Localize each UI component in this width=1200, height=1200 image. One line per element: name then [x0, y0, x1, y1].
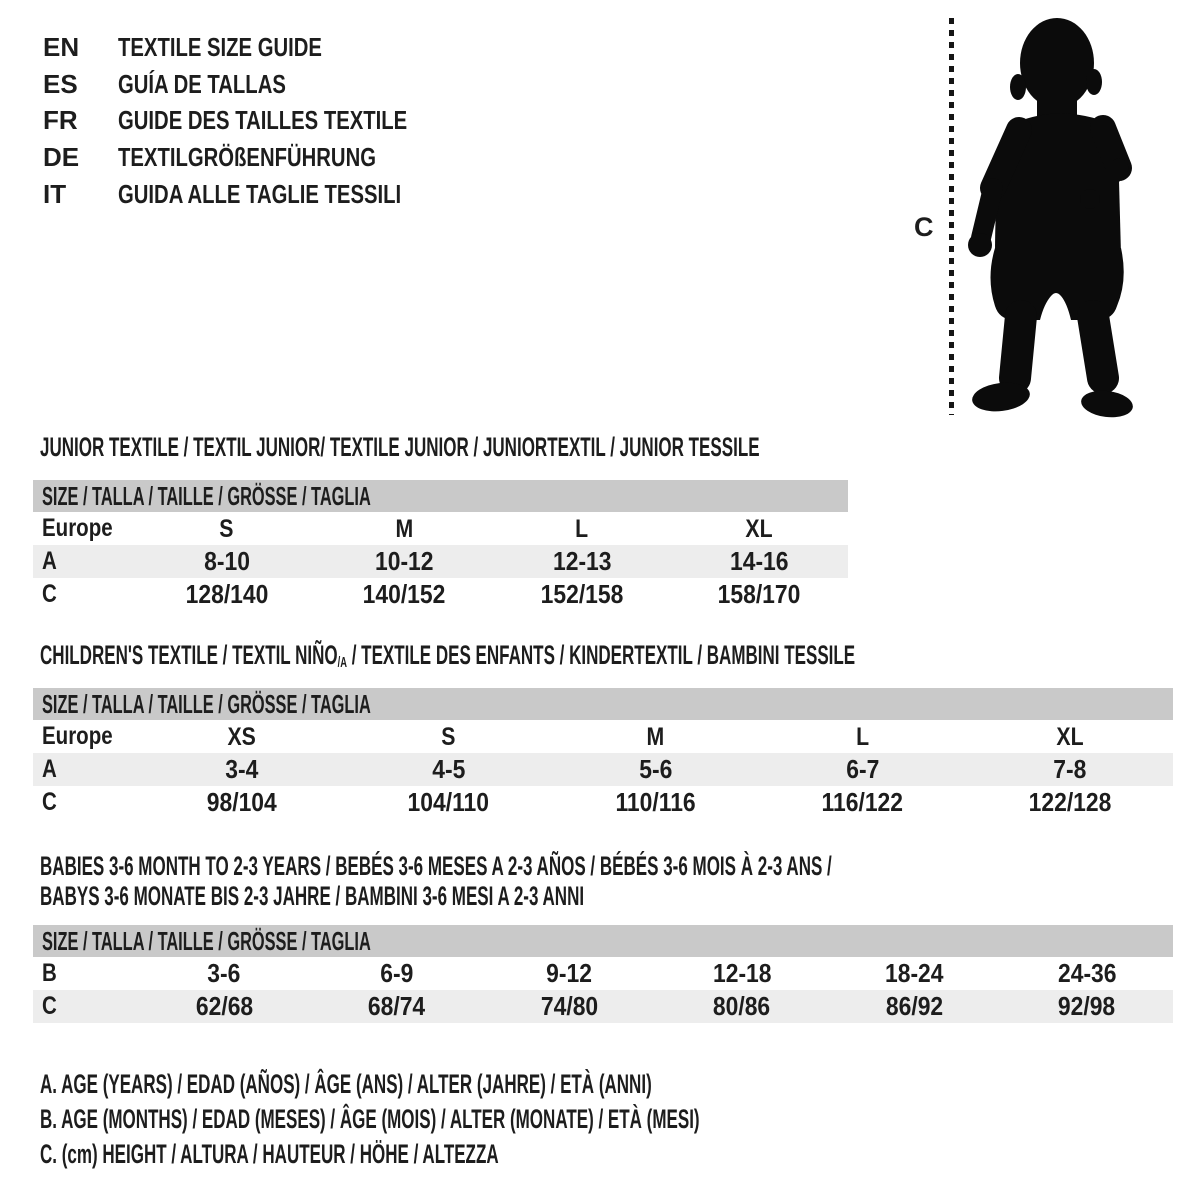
table-cell: 80/86 [713, 991, 771, 1021]
lang-row-fr [43, 102, 489, 139]
height-measure-label: C [914, 212, 934, 242]
size-header-bar: SIZE / TALLA / TAILLE / GRÖSSE / TAGLIA [33, 480, 848, 512]
table-row-height [33, 578, 848, 611]
table-cell: 92/98 [1058, 991, 1116, 1021]
size-columns-row [33, 512, 848, 545]
legend [40, 1068, 1087, 1171]
lang-row-it [43, 176, 489, 213]
table-row-age [33, 753, 1173, 786]
table-cell: 10-12 [374, 546, 434, 576]
table-cell: 12-18 [712, 958, 772, 988]
size-header-bar: SIZE / TALLA / TAILLE / GRÖSSE / TAGLIA [33, 688, 1173, 720]
lang-code: EN [43, 31, 80, 62]
size-columns-row [33, 720, 1173, 753]
legend-line-b: B. AGE (MONTHS) / EDAD (MESES) / ÂGE (MOIS) / ALTER (MONATE) / ETÀ (MESI) [40, 1104, 700, 1134]
table-row-height [33, 786, 1173, 819]
column-header: L [575, 515, 589, 543]
table-cell: 68/74 [368, 991, 426, 1021]
table-cell: 12-13 [552, 546, 612, 576]
column-header: L [856, 723, 869, 751]
lang-title: GUÍA DE TALLAS [118, 68, 286, 99]
lang-title: TEXTILE SIZE GUIDE [118, 31, 322, 62]
table-cell: 3-6 [207, 958, 241, 988]
table-cell: 24-36 [1057, 958, 1117, 988]
table-cell: 5-6 [638, 754, 673, 784]
table-cell: 3-4 [224, 754, 259, 784]
table-cell: 6-9 [380, 958, 414, 988]
lang-code: IT [43, 178, 67, 209]
table-cell: 8-10 [203, 546, 250, 576]
section-title-children: CHILDREN'S TEXTILE / TEXTIL NIÑO/A / TEXTILE DES ENFANTS / KINDERTEXTIL / BAMBINI TESSILE [40, 640, 856, 671]
section-title-junior: JUNIOR TEXTILE / TEXTIL JUNIOR/ TEXTILE JUNIOR / JUNIORTEXTIL / JUNIOR TESSILE [40, 432, 760, 462]
row-label: A [42, 547, 57, 575]
row-label: Europe [42, 514, 113, 542]
table-cell: 7-8 [1052, 754, 1087, 784]
column-header: XL [745, 515, 773, 543]
table-cell: 110/116 [615, 787, 696, 817]
subscript-a: /A [337, 654, 347, 671]
row-label: C [42, 992, 57, 1020]
lang-row-de [43, 139, 489, 176]
lang-code: ES [43, 68, 78, 99]
table-cell: 86/92 [885, 991, 943, 1021]
column-header: XL [1055, 723, 1084, 751]
legend-line-c: C. (cm) HEIGHT / ALTURA / HAUTEUR / HÖHE / ALTEZZA [40, 1139, 499, 1169]
row-label: A [42, 755, 57, 783]
column-header: M [395, 515, 414, 543]
toddler-silhouette-icon [965, 16, 1137, 420]
lang-row-en [43, 29, 489, 66]
table-cell: 128/140 [185, 579, 269, 609]
table-cell: 140/152 [362, 579, 446, 609]
table-cell: 116/122 [821, 787, 904, 817]
height-measure-dashed-line [949, 18, 954, 415]
table-cell: 122/128 [1028, 787, 1111, 817]
row-label: C [42, 580, 57, 608]
lang-title: GUIDA ALLE TAGLIE TESSILI [118, 178, 402, 209]
table-cell: 6-7 [845, 754, 880, 784]
lang-code: DE [43, 141, 80, 172]
babies-table [33, 925, 1173, 1023]
row-label: Europe [42, 722, 113, 750]
row-label: C [42, 788, 57, 816]
legend-line-a: A. AGE (YEARS) / EDAD (AÑOS) / ÂGE (ANS) / ALTER (JAHRE) / ETÀ (ANNI) [40, 1069, 652, 1099]
size-header-bar: SIZE / TALLA / TAILLE / GRÖSSE / TAGLIA [33, 925, 1173, 957]
table-cell: 62/68 [195, 991, 253, 1021]
table-cell: 18-24 [884, 958, 944, 988]
table-cell: 74/80 [540, 991, 598, 1021]
table-cell: 104/110 [407, 787, 490, 817]
row-label: B [42, 959, 57, 987]
section-title-babies: BABIES 3-6 MONTH TO 2-3 YEARS / BEBÉS 3-6 MESES A 2-3 AÑOS / BÉBÉS 3-6 MOIS À 2-3 ANS / BABYS 3-6 MONATE BIS 2-3 JAHRE / BAMBINI 3-6 MESI A 2-3 ANNI [40, 851, 832, 911]
column-header: XS [227, 723, 256, 751]
table-cell: 152/158 [540, 579, 624, 609]
table-cell: 4-5 [431, 754, 466, 784]
column-header: S [441, 723, 456, 751]
junior-table [33, 480, 848, 611]
lang-title: TEXTILGRÖßENFÜHRUNG [118, 141, 376, 172]
lang-title: GUIDE DES TAILLES TEXTILE [118, 105, 408, 136]
table-row-height [33, 990, 1173, 1023]
table-cell: 14-16 [729, 546, 789, 576]
column-header: M [646, 723, 665, 751]
lang-row-es [43, 66, 489, 103]
table-row-age [33, 545, 848, 578]
table-cell: 9-12 [546, 958, 593, 988]
table-cell: 158/170 [717, 579, 801, 609]
table-cell: 98/104 [206, 787, 277, 817]
column-header: S [219, 515, 234, 543]
lang-code: FR [43, 105, 78, 136]
table-row-age-months [33, 957, 1173, 990]
language-title-list [43, 29, 489, 212]
children-table [33, 688, 1173, 819]
